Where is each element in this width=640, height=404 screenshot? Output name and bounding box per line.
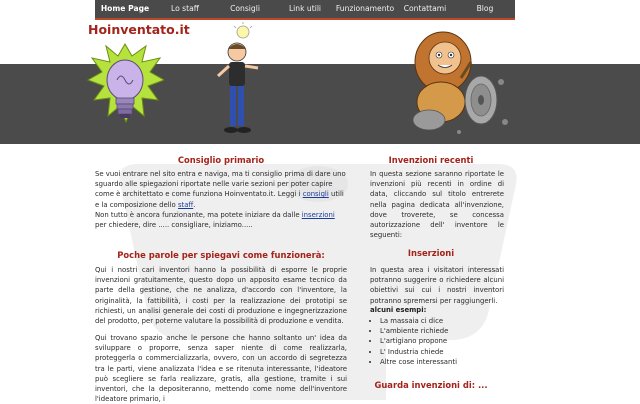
- consiglio-text-1: Se vuoi entrare nel sito entra e naviga, ma ti consiglio prima di dare uno sguardo alle spiegazioni riportate nelle varie sezioni per poter capire come è architettato e come funziona Hoinventato.it. Leggi i: [95, 170, 346, 199]
- lightbulb-icon: [86, 42, 164, 142]
- invenzioni-recenti-title: Invenzioni recenti: [388, 155, 474, 165]
- nav-consigli[interactable]: Consigli: [230, 4, 260, 13]
- staff-link[interactable]: staff: [177, 200, 194, 209]
- caveman-wheel-icon: [405, 22, 520, 140]
- guarda-invenzioni-title: Guarda invenzioni di: ...: [374, 380, 488, 390]
- nav-contattami[interactable]: Contattami: [403, 4, 447, 13]
- inserzioni-title: Inserzioni: [407, 248, 455, 258]
- nav-funzionamento[interactable]: Funzionamento: [335, 4, 395, 13]
- inserzioni-link[interactable]: inserzioni: [301, 210, 335, 219]
- list-item: • Altre cose interessanti: [380, 357, 457, 367]
- consiglio-text-2: utili e la composizione dello: [95, 190, 344, 209]
- esempi-list: [370, 316, 457, 367]
- consiglio-paragraph: [95, 169, 347, 230]
- poche-parole-paragraph-2: Qui trovano spazio anche le persone che hanno soltanto un' idea da sviluppare o proporre, senza saper niente di come realizzarla, proteggerla o commercializzarla, ovvero, con un accordo di segretezza tra le parti, viene analizzata l'idea e se ritenuta interessante, l'ideatore può scegliere se farla realizzare, gratis, alla gestione, tramite i sui inventori, che la depositeranno, mettendo come nome dell'inventore l'ideatore primario, i: [95, 334, 347, 404]
- list-item: • La massaia ci dice: [380, 316, 457, 326]
- inserzioni-paragraph: In questa area i visitatori interessati potranno suggerire o richiedere alcuni obiettivi sui cui i nostri inventori potranno spremersi per raggiungerli.: [370, 266, 504, 305]
- list-item: • L'artigiano propone: [380, 336, 457, 346]
- consiglio-title: Consiglio primario: [177, 155, 265, 165]
- nav-home[interactable]: Home Page: [100, 4, 150, 13]
- invenzioni-recenti-paragraph: In questa sezione saranno riportate le invenzioni più recenti in ordine di data, cliccando sul titolo entrerete nella pagina dedicata all'invenzione, dove troverete, se concessa autorizzazione dell' inventore le seguenti:: [370, 170, 504, 240]
- poche-parole-title: Poche parole per spiegavi come funzionerà:: [117, 250, 325, 260]
- esempi-title: alcuni esempi:: [370, 306, 427, 314]
- list-item: • L'ambiente richiede: [380, 326, 457, 336]
- nav-staff[interactable]: Lo staff: [171, 4, 199, 13]
- poche-parole-paragraph-1: Qui i nostri cari inventori hanno la possibilità di esporre le proprie invenzioni gratuitamente, questo dopo un apposito esame tecnico da parte della gestione, che ne analizza, d'accordo con l'inventore, la originalità, la fattibilità, i costi per la realizzazione dei prototipi se richiesti, un analisi generale dei costi di produzione e ingegnerizzazione del prodotto, per poterne valutare la possibilità di produzione e vendita.: [95, 266, 347, 326]
- consigli-link[interactable]: consigli: [302, 190, 329, 199]
- main-content: [0, 144, 640, 404]
- thinking-man-icon: [210, 22, 270, 142]
- nav-link-utili[interactable]: Link utili: [288, 4, 322, 13]
- nav-blog[interactable]: Blog: [476, 4, 494, 13]
- nav-bar: [95, 0, 515, 20]
- consiglio-text-5: per chiedere, dire ..... consigliare, iniziamo.....: [95, 221, 253, 230]
- site-title[interactable]: Hoinventato.it: [88, 22, 190, 37]
- consiglio-text-3: .: [193, 200, 196, 209]
- consiglio-text-4: Non tutto è ancora funzionante, ma potete iniziare da dalle: [95, 210, 302, 219]
- list-item: • L' Industria chiede: [380, 347, 457, 357]
- top-navigation: [0, 0, 640, 18]
